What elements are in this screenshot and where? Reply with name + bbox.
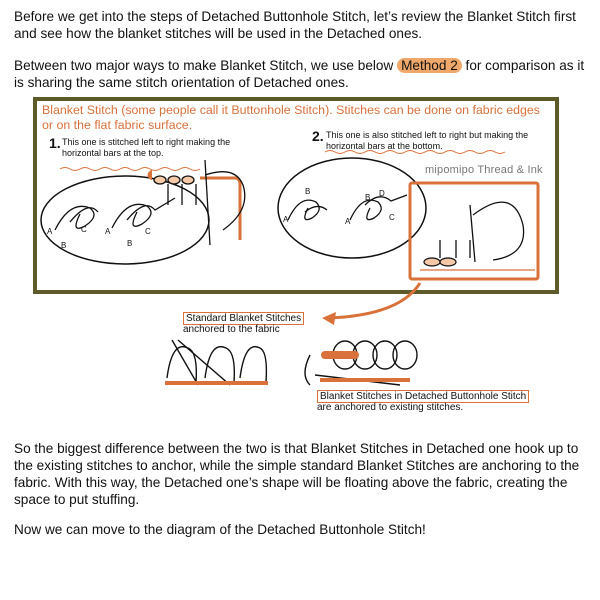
letter-labels-left	[47, 225, 151, 250]
letter-c-r: C	[389, 213, 395, 222]
closing-paragraph-1: So the biggest difference between the two is that Blanket Stitches in Detached one hook up to the existing stitches to anchor, while the simple standard Blanket Stitches are anchoring to the fabric. With this way, the Detached one’s shape will be floating above the fabric, creating the space to put stuffing.	[14, 441, 580, 507]
letter-a: A	[47, 227, 53, 236]
step-2-number: 2.	[312, 128, 324, 144]
method-2-highlight: Method 2	[397, 58, 462, 73]
closing-paragraph-2: Now we can move to the diagram of the Detached Buttonhole Stitch!	[14, 522, 426, 537]
letter-d-r: D	[379, 189, 385, 198]
standard-caption-line-1: Standard Blanket Stitches	[183, 312, 304, 325]
left-bubble-stitches	[55, 198, 175, 230]
detached-caption-line-1: Blanket Stitches in Detached Buttonhole Stitch	[317, 390, 529, 403]
letter-c: C	[81, 225, 87, 234]
letter-a-r: A	[283, 215, 289, 224]
letter-b: B	[61, 241, 67, 250]
letter-c-2: C	[145, 227, 151, 236]
intro-paragraph-2-end: for comparison as it is sharing the same stitch orientation of Detached ones.	[14, 58, 585, 90]
letter-labels-right	[283, 186, 395, 226]
diagram-title: Blanket Stitch (some people call it Buttonhole Stitch). Stitches can be done on fabric edges or on the flat fabric surface.	[42, 103, 540, 132]
letter-b-r: B	[305, 187, 311, 196]
step1-wavy-underline	[60, 168, 200, 171]
standard-caption-line-2: anchored to the fabric	[183, 324, 280, 335]
detached-caption	[317, 391, 529, 413]
credit-text: mipomipo Thread & Ink	[425, 164, 543, 176]
letter-b-2: B	[127, 239, 133, 248]
intro-paragraph-2-start: Between two major ways to make Blanket Stitch, we use below	[14, 58, 398, 73]
letter-b-r2: B	[365, 193, 371, 202]
right-zoom-bubble	[278, 158, 426, 258]
detached-caption-line-2: are anchored to existing stitches.	[317, 402, 464, 413]
comparison-arrow	[330, 283, 420, 318]
step-1-text: This one is stitched left to right making the horizontal bars at the top.	[62, 137, 231, 158]
standard-caption	[183, 313, 304, 335]
step-2-text: This one is also stitched left to right but making the horizontal bars at the bottom.	[326, 130, 529, 151]
standard-stitches-illustration	[167, 340, 266, 385]
left-stitch-loops	[154, 176, 194, 184]
letter-a-r2: A	[345, 217, 351, 226]
step-1-number: 1.	[49, 135, 61, 151]
right-stitch-bars	[424, 258, 456, 266]
intro-paragraph-1: Before we get into the steps of Detached Buttonhole Stitch, let’s review the Blanket Stitch first and see how the blanket stitches will be used in the Detached ones.	[14, 9, 576, 41]
letter-a-2: A	[105, 227, 111, 236]
